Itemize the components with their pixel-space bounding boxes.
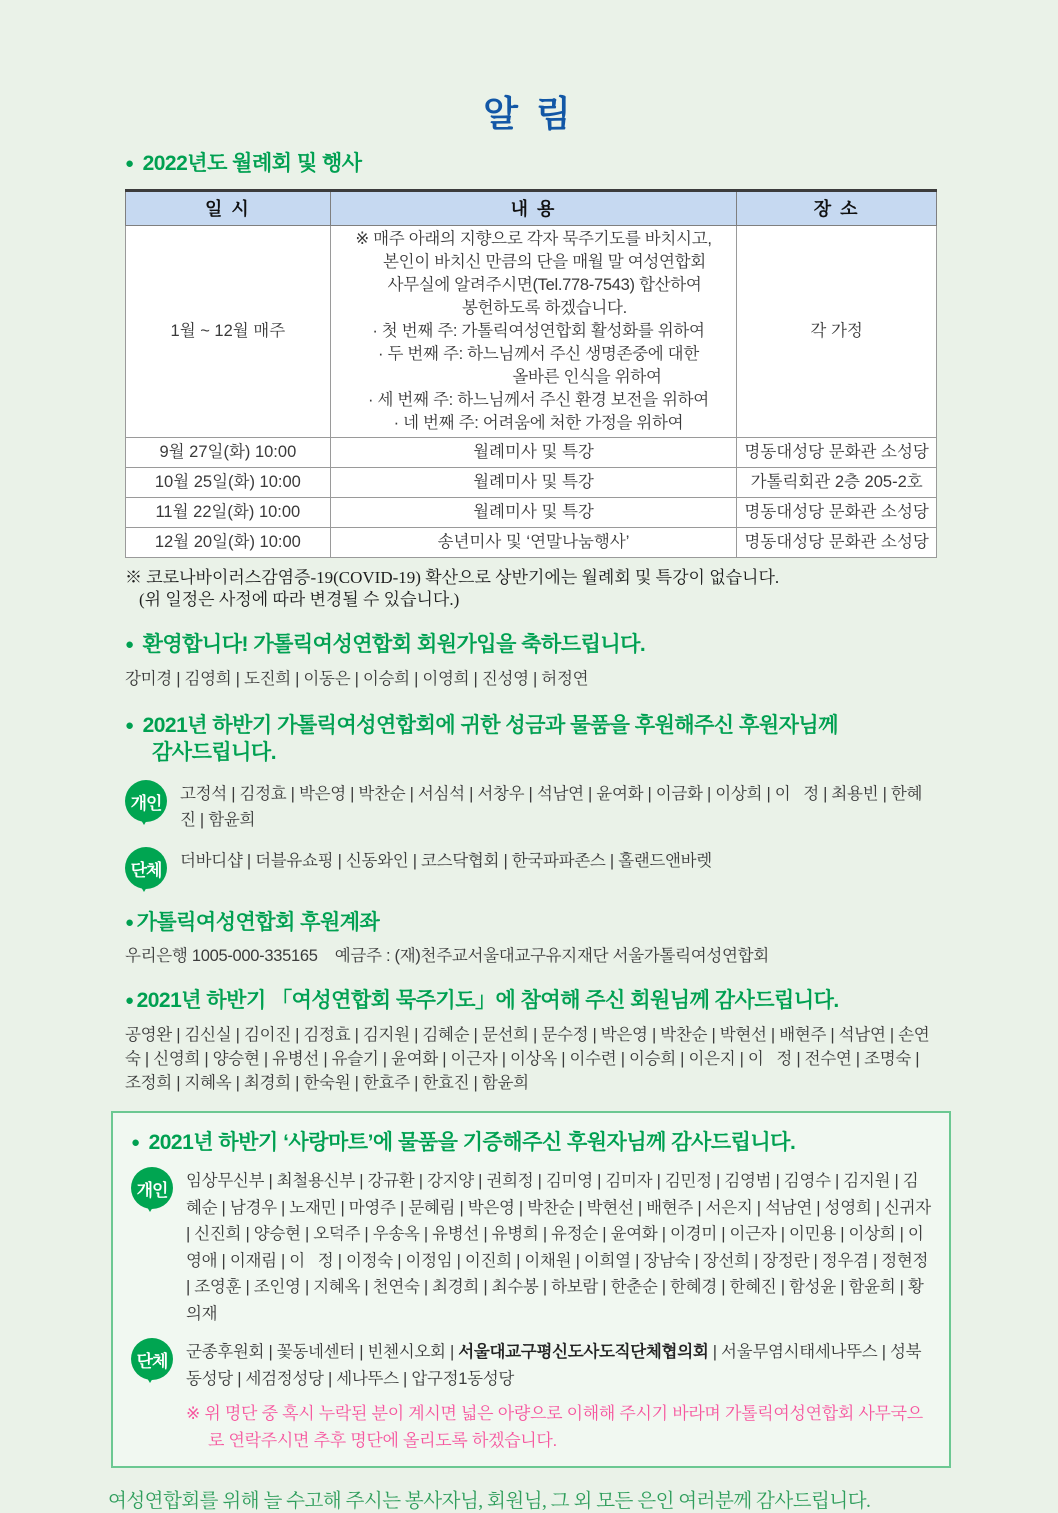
mart-section-heading: [131, 1129, 933, 1156]
date-cell: 12월 20일(화) 10:00: [126, 528, 331, 558]
mart-individual-names: 임상무신부 | 최철용신부 | 강규환 | 강지양 | 권희정 | 김미영 | 김미자 | 김민정 | 김영범 | 김영수 | 김지원 | 김혜순 | 남경우 | 노재민 | 마영주 | 문혜림 | 박은영 | 박찬순 | 박현선 | 배현주 | 서은지 | 석남연 | 성영희 | 신귀자 | 신진희 | 양승현 | 오덕주 | 우송옥 | 유병선 | 유병희 | 유정순 | 윤여화 | 이경미 | 이근자 | 이민용 | 이상희 | 이영애 | 이재림 | 이 정 | 이정숙 | 이정임 | 이진희 | 이채원 | 이희열 | 장남숙 | 장선희 | 장정란 | 정우겸 | 정현정 | 조영훈 | 조인영 | 지혜옥 | 천연숙 | 최경희 | 최수봉 | 하보람 | 한춘순 | 한혜경 | 한혜진 | 함성윤 | 함윤희 | 황의재: [186, 1172, 936, 1323]
content-cell: 월례미사 및 특강: [330, 498, 737, 528]
weekly-line: · 두 번째 주: 하느님께서 주신 생명존중에 대한: [377, 345, 699, 363]
content-cell: 월례미사 및 특강: [330, 438, 737, 468]
place-cell: 가톨릭회관 2층 205-2호: [737, 468, 937, 498]
bullet-icon: ●: [125, 914, 134, 931]
weekly-place-cell: 각 가정: [737, 226, 937, 438]
mart-group-names-before: 군종후원회 | 꽃동네센터 | 빈첸시오회 |: [186, 1343, 459, 1361]
individual-badge: 개인: [125, 780, 167, 822]
schedule-table: [125, 189, 937, 558]
place-cell: 명동대성당 문화관 소성당: [737, 438, 937, 468]
column-header-place: 장 소: [737, 191, 937, 226]
table-row: [126, 498, 937, 528]
date-cell: 11월 22일(화) 10:00: [126, 498, 331, 528]
mart-group-names-bold: 서울대교구평신도사도직단체협의회: [458, 1343, 709, 1361]
footer-thanks: 여성연합회를 위해 늘 수고해 주시는 봉사자님, 회원님, 그 외 모든 은인 여러분께 감사드립니다.: [108, 1491, 871, 1512]
table-row-weekly: [126, 226, 937, 438]
page-title: 알 림: [483, 93, 575, 134]
covid-note-line2: (위 일정은 사정에 따라 변경될 수 있습니다.): [139, 590, 460, 609]
donation-group-names: 더바디샵 | 더블유쇼핑 | 신동와인 | 코스닥협회 | 한국파파존스 | 홀랜드앤바렛: [180, 852, 712, 870]
rosary-section-heading: [125, 987, 937, 1014]
rosary-names: 공영완 | 김신실 | 김이진 | 김정효 | 김지원 | 김혜순 | 문선희 | 문수정 | 박은영 | 박찬순 | 박현선 | 배현주 | 석남연 | 손연숙 | 신영희 | 양승현 | 유병선 | 유슬기 | 윤여화 | 이근자 | 이상옥 | 이수련 | 이승희 | 이은지 | 이 정 | 전수연 | 조명숙 | 조정희 | 지혜옥 | 최경희 | 한숙원 | 한효주 | 한효진 | 함윤희: [125, 1026, 930, 1092]
weekly-line: ※ 매주 아래의 지향으로 각자 묵주기도를 바치시고,: [355, 230, 712, 248]
mart-heading-text: 2021년 하반기 ‘사랑마트’에 물품을 기증해주신 후원자님께 감사드립니다.: [148, 1131, 796, 1154]
weekly-content-cell: [330, 226, 737, 438]
account-section-heading: [125, 909, 937, 936]
content-cell: 송년미사 및 ‘연말나눔행사’: [330, 528, 737, 558]
weekly-line: 사무실에 알려주시면(Tel.778-7543) 합산하여: [387, 276, 702, 294]
weekly-line: · 세 번째 주: 하느님께서 주신 환경 보전을 위하여: [368, 391, 709, 409]
donation-group-row: [125, 846, 937, 889]
group-badge: 단체: [125, 847, 167, 889]
welcome-names: 강미경 | 김영희 | 도진희 | 이동은 | 이승희 | 이영희 | 진성영 | 허정연: [125, 670, 589, 688]
table-header-row: [126, 191, 937, 226]
mart-group-names-after: | 서울무염시태세나뚜스 | 성북동성당 | 세검정성당 | 세나뚜스 | 압구정1동성당: [186, 1343, 922, 1388]
bullet-icon: ●: [125, 717, 134, 734]
column-header-date: 일 시: [126, 191, 331, 226]
welcome-heading-text: 환영합니다! 가톨릭여성연합회 회원가입을 축하드립니다.: [142, 633, 646, 656]
mart-group-names: [186, 1339, 933, 1392]
place-cell: 명동대성당 문화관 소성당: [737, 528, 937, 558]
table-row: [126, 438, 937, 468]
welcome-section-heading: [125, 631, 937, 658]
bullet-icon: ●: [131, 1134, 140, 1151]
mart-omission-note: ※ 위 명단 중 혹시 누락된 분이 계시면 넓은 아량으로 이해해 주시기 바라며 가톨릭여성연합회 사무국으로 연락주시면 추후 명단에 올리도록 하겠습니다.: [186, 1404, 923, 1450]
schedule-heading-text: 2022년도 월례회 및 행사: [142, 152, 362, 175]
donation-individual-row: [125, 779, 937, 833]
donation-heading-line2: 감사드립니다.: [152, 741, 277, 764]
covid-note-line1: ※ 코로나바이러스감염증-19(COVID-19) 확산으로 상반기에는 월례회 및 특강이 없습니다.: [125, 568, 780, 587]
weekly-line: 본인이 바치신 만큼의 단을 매월 말 여성연합회: [383, 253, 706, 271]
individual-badge: 개인: [131, 1167, 173, 1209]
account-heading-text: 가톨릭여성연합회 후원계좌: [136, 911, 380, 934]
mart-group-row: [131, 1337, 933, 1392]
table-row: [126, 468, 937, 498]
date-cell: 9월 27일(화) 10:00: [126, 438, 331, 468]
bullet-icon: ●: [125, 992, 134, 1009]
content-cell: 월례미사 및 특강: [330, 468, 737, 498]
date-cell: 10월 25일(화) 10:00: [126, 468, 331, 498]
bullet-icon: ●: [125, 155, 134, 172]
table-row: [126, 528, 937, 558]
donation-section-heading: [125, 712, 937, 766]
weekly-date-cell: 1월 ~ 12월 매주: [126, 226, 331, 438]
place-cell: 명동대성당 문화관 소성당: [737, 498, 937, 528]
weekly-line: 올바른 인식을 위하여: [512, 368, 662, 386]
donation-heading-line1: 2021년 하반기 가톨릭여성연합회에 귀한 성금과 물품을 후원해주신 후원자님께: [142, 714, 838, 737]
schedule-section-heading: [125, 150, 937, 177]
account-detail: 우리은행 1005-000-335165 예금주 : (재)천주교서울대교구유지재단 서울가톨릭여성연합회: [125, 947, 769, 965]
bullet-icon: ●: [125, 636, 134, 653]
donation-individual-names: 고정석 | 김정효 | 박은영 | 박찬순 | 서심석 | 서창우 | 석남연 | 윤여화 | 이금화 | 이상희 | 이 정 | 최용빈 | 한혜진 | 함윤희: [180, 785, 923, 829]
rosary-heading-text: 2021년 하반기 「여성연합회 묵주기도」에 참여해 주신 회원님께 감사드립니다.: [136, 989, 839, 1012]
content-area: [108, 150, 937, 1513]
weekly-line: 봉헌하도록 하겠습니다.: [462, 299, 627, 317]
covid-note: [125, 567, 937, 611]
weekly-line: · 첫 번째 주: 가톨릭여성연합회 활성화를 위하여: [372, 322, 705, 340]
mart-individual-row: [131, 1166, 936, 1327]
mart-box: [111, 1111, 951, 1468]
column-header-content: 내 용: [330, 191, 737, 226]
group-badge: 단체: [131, 1338, 173, 1380]
weekly-line: · 네 번째 주: 어려움에 처한 가정을 위하여: [393, 414, 684, 432]
